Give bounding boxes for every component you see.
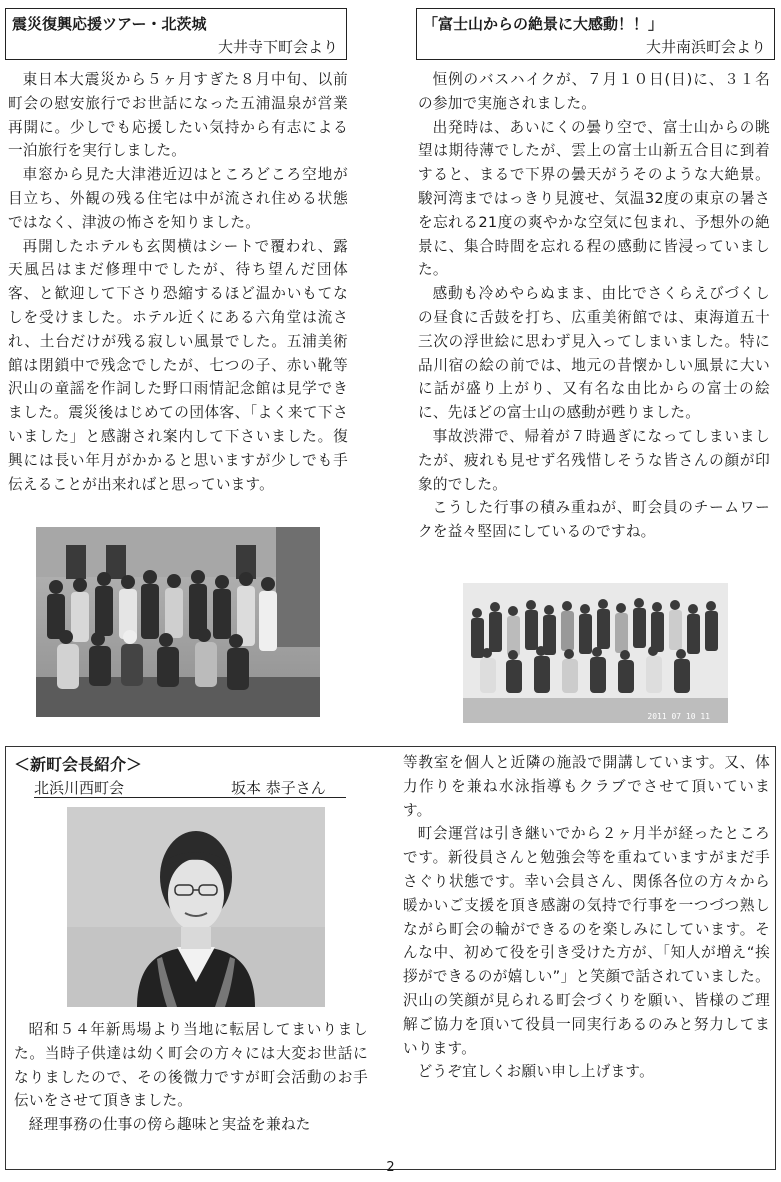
group-photo-illustration bbox=[36, 527, 320, 717]
page-number: 2 bbox=[386, 1160, 395, 1175]
portrait-illustration bbox=[67, 807, 325, 1007]
right-article-title-box bbox=[416, 8, 775, 60]
intro-underline bbox=[34, 797, 346, 798]
right-paragraph-2: 出発時は、あいにくの曇り空で、富士山からの眺望は期待薄でしたが、雲上の富士山新五合目に到着すると、まるで下界の曇天がうそのような大絶景。駿河湾まではっきり見渡せ、気温32度の東京の暑さを忘れる21度の爽やかな空気に包まれ、予想外の絶景に、集合時間を忘れる程の感動に皆浸っていました。 bbox=[418, 118, 770, 279]
right-paragraph-4: 事故渋滞で、帰着が７時過ぎになってしまいましたが、疲れも見せず名残惜しそうな皆さんの顔が印象的でした。 bbox=[418, 427, 770, 493]
intro-right-body bbox=[403, 751, 770, 1084]
intro-town: 北浜川西町会 bbox=[34, 779, 125, 797]
left-paragraph-1: 東日本大震災から５ヶ月すぎた８月中旬、以前町会の慰安旅行でお世話になった五浦温泉が営業再開に。少しでも応援したい気持から有志による一泊旅行を実行しました。 bbox=[8, 71, 348, 160]
right-article-byline: 大井南浜町会より bbox=[645, 38, 766, 56]
intro-left-paragraph-2: 経理事務の仕事の傍ら趣味と実益を兼ねた bbox=[28, 1116, 311, 1134]
right-paragraph-1: 恒例のバスハイクが、７月１０日(日)に、３１名の参加で実施されました。 bbox=[418, 71, 770, 112]
left-paragraph-2: 車窓から見た大津港近辺はところどころ空地が目立ち、外観の残る住宅は中が流され住める状態ではなく、津波の怖さを知りました。 bbox=[8, 166, 348, 231]
left-group-photo bbox=[36, 527, 320, 717]
left-article-byline: 大井寺下町会より bbox=[217, 38, 338, 56]
portrait-photo bbox=[67, 807, 325, 1007]
intro-left-body bbox=[14, 1018, 368, 1137]
left-article-title-box bbox=[5, 8, 347, 60]
intro-heading: ＜新町会長紹介＞ bbox=[14, 755, 143, 774]
left-paragraph-3: 再開したホテルも玄関横はシートで覆われ、露天風呂はまだ修理中でしたが、待ち望んだ団体客、と歓迎して下さり恐縮するほど温かいもてなしを受けました。ホテル近くにある六角堂は流され、土台だけが残る寂しい風景でした。五浦美術館は閉鎖中で残念でしたが、七つの子、赤い靴等沢山の童謡を作詞した野口雨情記念館は見学できました。震災後はじめての団体客、「よく来て下さいました」と感謝され案内して下さいました。復興には長い年月がかかると思いますが少しでも手伝えることが出来ればと思っています。 bbox=[8, 237, 348, 493]
intro-right-paragraph-2: 町会運営は引き継いでから２ヶ月半が経ったところです。新役員さんと勉強会等を重ねていますがまだ手さぐり状態です。幸い会員さん、関係各位の方々から暖かいご支援を頂き感謝の気持で行事を一つづつ熟しながら町会の輪ができるのを楽しみにしています。そんな中、初めて役を引き受けた方が、「知人が増え“挨拶ができるのが嬉しい”」と笑顔で話されていました。沢山の笑顔が見られる町会づくりを願い、皆様のご理解ご協力を頂いて役員一同実行あるのみと努力してまいります。 bbox=[403, 825, 770, 1057]
right-article-title: 「富士山からの絶景に大感動！！」 bbox=[423, 15, 664, 33]
intro-right-paragraph-1: 等教室を個人と近隣の施設で開講しています。又、体力作りを兼ね水泳指導もクラブでさせて頂いています。 bbox=[403, 754, 770, 819]
intro-name: 坂本 恭子さん bbox=[231, 779, 326, 797]
left-article-title: 震災復興応援ツアー・北茨城 bbox=[12, 15, 207, 33]
right-article-body bbox=[418, 68, 770, 544]
left-article-body bbox=[8, 68, 348, 496]
photo-timestamp: 2011 07 10 11 bbox=[647, 712, 710, 721]
fuji-photo-illustration bbox=[463, 583, 728, 723]
intro-right-paragraph-3: どうぞ宜しくお願い申し上げます。 bbox=[417, 1063, 654, 1081]
right-paragraph-5: こうした行事の積み重ねが、町会員のチームワークを益々堅固にしているのですね。 bbox=[418, 499, 770, 541]
intro-left-paragraph-1: 昭和５４年新馬場より当地に転居してまいりました。当時子供達は幼く町会の方々には大変お世話になりましたので、その後微力ですが町会活動のお手伝いをさせて頂きました。 bbox=[14, 1021, 368, 1110]
right-paragraph-3: 感動も冷めやらぬまま、由比でさくらえびづくしの昼食に舌鼓を打ち、広重美術館では、東海道五十三次の浮世絵に思わず見入ってしまいました。特に品川宿の絵の前では、地元の昔懐かしい風景に大いに話が盛り上がり、又有名な由比からの富士の絵に、先ほどの富士山の感動が甦りました。 bbox=[418, 285, 770, 422]
right-group-photo bbox=[463, 583, 728, 723]
